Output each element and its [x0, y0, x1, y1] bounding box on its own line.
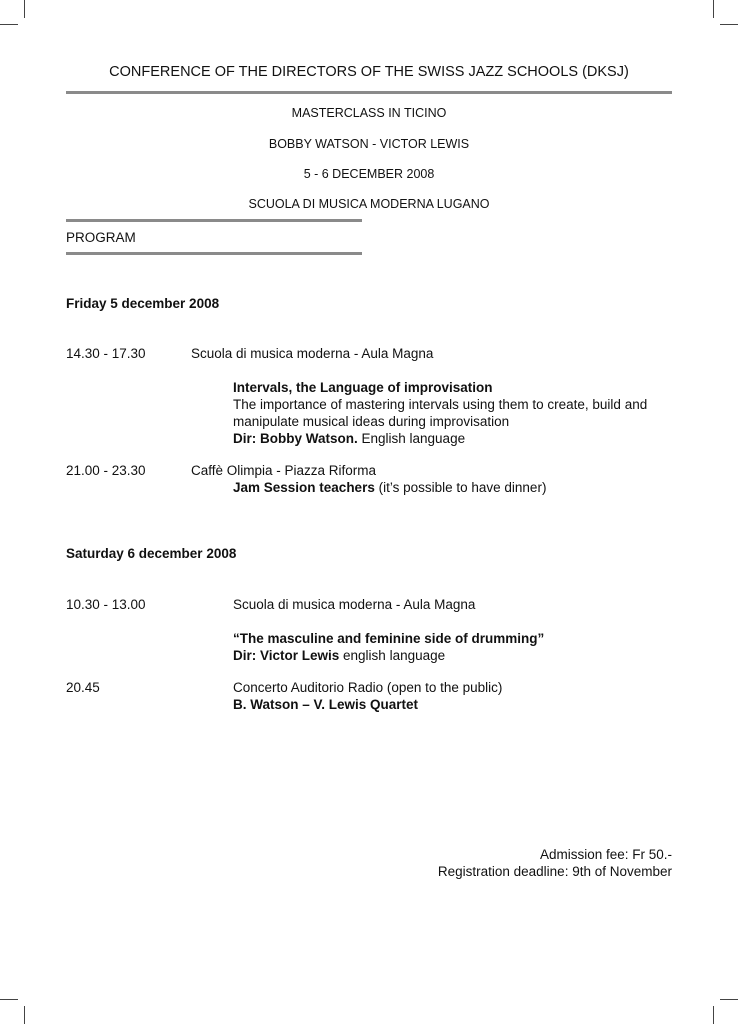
- crop-mark-bottom-right-h: [720, 999, 738, 1000]
- item-description-line: The importance of mastering intervals using them to create, build and: [233, 397, 648, 412]
- director-name: Dir: Victor Lewis: [233, 648, 340, 663]
- crop-mark-bottom-right-v: [713, 1006, 714, 1024]
- item-time: 10.30 - 13.00: [66, 597, 146, 612]
- item-time: 21.00 - 23.30: [66, 463, 146, 478]
- item-time: 14.30 - 17.30: [66, 346, 146, 361]
- item-time: 20.45: [66, 680, 100, 695]
- item-place: Caffè Olimpia - Piazza Riforma: [191, 463, 377, 478]
- item-note-bold: Jam Session teachers: [233, 480, 375, 495]
- crop-mark-bottom-left-h: [0, 999, 18, 1000]
- program-rule-bottom: [66, 252, 362, 255]
- item-place: Concerto Auditorio Radio (open to the public): [233, 680, 503, 695]
- item-note: [233, 480, 546, 495]
- item-note: B. Watson – V. Lewis Quartet: [233, 697, 419, 712]
- item-director: [233, 647, 544, 664]
- crop-mark-top-right-v: [713, 0, 714, 18]
- event-name: MASTERCLASS IN TICINO: [291, 106, 447, 120]
- crop-mark-top-left-v: [24, 0, 25, 18]
- item-details: [233, 630, 544, 664]
- crop-mark-bottom-left-v: [24, 1006, 25, 1024]
- item-place: Scuola di musica moderna - Aula Magna: [191, 346, 434, 361]
- day-heading: Friday 5 december 2008: [66, 296, 220, 311]
- admission-fee: Admission fee: Fr 50.-: [539, 847, 672, 862]
- crop-mark-top-left-h: [0, 24, 18, 25]
- document-title: CONFERENCE OF THE DIRECTORS OF THE SWISS JAZZ SCHOOLS (DKSJ): [109, 64, 629, 80]
- event-dates: 5 - 6 DECEMBER 2008: [303, 167, 435, 181]
- item-note-rest: (it’s possible to have dinner): [374, 480, 547, 495]
- item-director: [233, 430, 647, 447]
- program-rule-top: [66, 219, 362, 222]
- director-language: english language: [339, 648, 446, 663]
- registration-deadline: Registration deadline: 9th of November: [437, 864, 672, 879]
- artists: BOBBY WATSON - VICTOR LEWIS: [268, 137, 470, 151]
- director-name: Dir: Bobby Watson.: [233, 431, 358, 446]
- item-place: Scuola di musica moderna - Aula Magna: [233, 597, 476, 612]
- day-heading: Saturday 6 december 2008: [66, 546, 237, 561]
- item-title: “The masculine and feminine side of drumming”: [233, 631, 545, 646]
- crop-mark-top-right-h: [720, 24, 738, 25]
- title-rule: [66, 91, 672, 94]
- director-language: English language: [357, 431, 466, 446]
- event-venue: SCUOLA DI MUSICA MODERNA LUGANO: [248, 197, 490, 211]
- item-title: Intervals, the Language of improvisation: [233, 380, 493, 395]
- program-label: PROGRAM: [66, 230, 136, 245]
- item-description-line: manipulate musical ideas during improvisation: [233, 414, 510, 429]
- item-details: [233, 379, 647, 447]
